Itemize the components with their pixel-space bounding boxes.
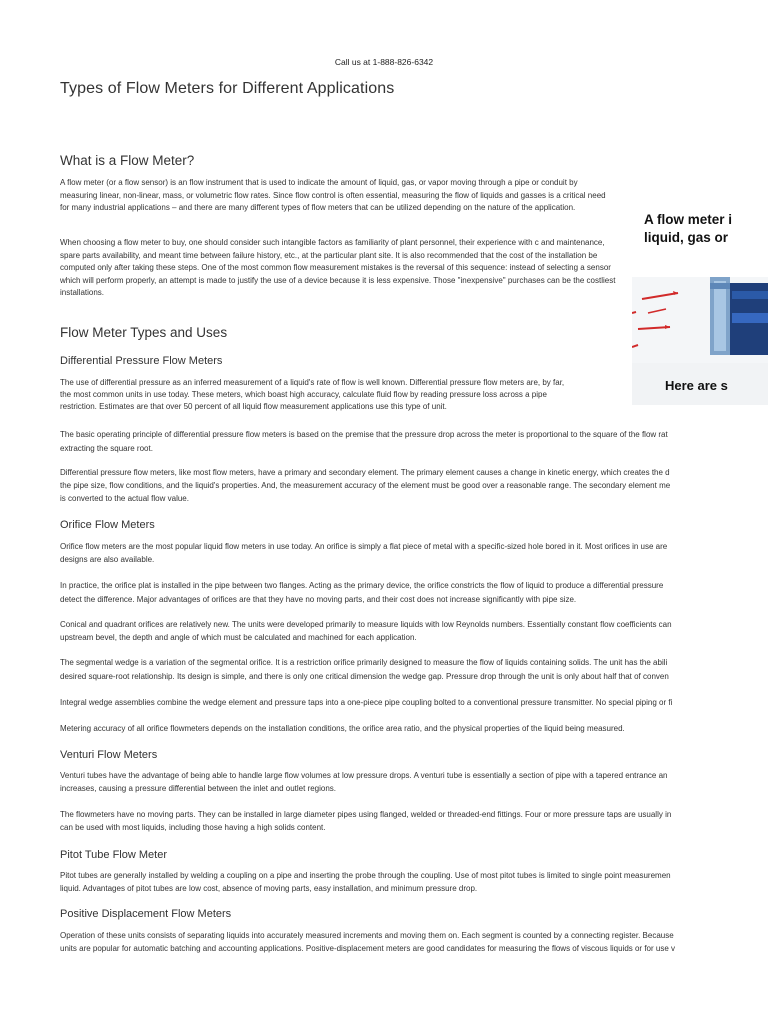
dp-paragraph-3-line-1: Differential pressure flow meters, like most flow meters, have a primary and secondary element. The primary element causes a change in kinetic energy, which creates the d	[60, 468, 670, 477]
orifice-paragraph-1-line-1: Orifice flow meters are the most popular liquid flow meters in use today. An orifice is simply a flat piece of metal with a specific-sized hole bored in it. Most orifices in use are	[60, 542, 668, 551]
venturi-paragraph-1-line-1: Venturi tubes have the advantage of being able to handle large flow volumes at low pressure drops. A venturi tube is essentially a section of pipe with a tapered entrance an	[60, 771, 668, 780]
flow-meter-infographic	[632, 197, 768, 405]
infographic-title-line-1: A flow meter i	[644, 212, 733, 227]
section-heading-what-is: What is a Flow Meter?	[60, 153, 195, 168]
dp-paragraph-1-line-1: The use of differential pressure as an inferred measurement of a liquid's rate of flow is well known. Differential pressure flow meters are, by far,	[60, 378, 565, 387]
section-heading-types: Flow Meter Types and Uses	[60, 325, 228, 340]
dp-paragraph-1-line-2: the most common units in use today. These meters, which boast high accuracy, calculate fluid flow by reading pressure loss across a pipe	[60, 390, 547, 399]
venturi-paragraph-2-line-2: can be used with most liquids, including those having a high solids content.	[60, 823, 326, 832]
orifice-paragraph-2-line-2: detect the difference. Major advantages of orifices are that they have no moving parts, and their cost does not increase significantly with pipe size.	[60, 595, 577, 604]
dp-paragraph-1-line-3: restriction. Estimates are that over 50 percent of all liquid flow measurement applications use this type of unit.	[60, 402, 447, 411]
orifice-paragraph-3-line-2: upstream bevel, the depth and angle of which must be calculated and machined for each application.	[60, 633, 417, 642]
subheading-pitot: Pitot Tube Flow Meter	[60, 849, 167, 861]
orifice-paragraph-6: Metering accuracy of all orifice flowmeters depends on the installation conditions, the orifice area ratio, and the physical properties of the liquid being measured.	[60, 724, 625, 733]
what-paragraph-2: When choosing a flow meter to buy, one should consider such intangible factors as familiarity of plant personnel, their experience with c and maintenance, spare parts availability, and meant time between failure history, etc., at the particular plant site. It is also recommended that the cost of the installation be computed only after taking these steps. One of the most common flow measurement mistakes is the reversal of this sequence: instead of selecting a sensor which will perform properly, an attempt is made to justify the use of a device because it is less expensive. Those "inexpensive" purchases can be the costliest installations.	[60, 238, 616, 297]
what-paragraph-1: A flow meter (or a flow sensor) is an flow instrument that is used to indicate the amount of liquid, gas, or vapor moving through a pipe or conduit by measuring linear, non-linear, mass, or volumetric flow rates. Since flow control is often essential, measuring the flow of liquids and gasses is a critical need for many industrial applications – and there are many different types of flow meters that can be utilized depending on the nature of the application.	[60, 178, 606, 212]
dp-paragraph-2-line-1: The basic operating principle of differential pressure flow meters is based on the premise that the pressure drop across the meter is proportional to the square of the flow rat	[60, 430, 668, 439]
infographic-title-line-2: liquid, gas or	[644, 230, 729, 245]
call-us-text[interactable]: Call us at 1-888-826-6342	[334, 57, 434, 67]
venturi-paragraph-2-line-1: The flowmeters have no moving parts. They can be installed in large diameter pipes using flanged, welded or threaded-end fittings. Four or more pressure taps are usually in	[60, 810, 672, 819]
pd-paragraph-1-line-1: Operation of these units consists of separating liquids into accurately measured increments and moving them on. Each segment is counted by a connecting register. Because	[60, 931, 674, 940]
flow-meter-illustration	[632, 277, 768, 367]
pitot-paragraph-1-line-2: liquid. Advantages of pitot tubes are low cost, absence of moving parts, easy installation, and minimum pressure drop.	[60, 884, 478, 893]
subheading-positive-displacement: Positive Displacement Flow Meters	[60, 908, 232, 920]
page-title: Types of Flow Meters for Different Applications	[60, 80, 395, 97]
orifice-paragraph-4-line-1: The segmental wedge is a variation of the segmental orifice. It is a restriction orifice primarily designed to measure the flow of liquids containing solids. The unit has the abili	[60, 658, 668, 667]
infographic-title	[644, 211, 768, 247]
orifice-paragraph-2-line-1: In practice, the orifice plat is installed in the pipe between two flanges. Acting as the primary device, the orifice constricts the flow of liquid to produce a differential pressure	[60, 581, 664, 590]
orifice-paragraph-5: Integral wedge assemblies combine the wedge element and pressure taps into a one-piece pipe coupling bolted to a conventional pressure transmitter. No special piping or fi	[60, 698, 673, 707]
subheading-venturi: Venturi Flow Meters	[60, 749, 158, 761]
orifice-paragraph-3-line-1: Conical and quadrant orifices are relatively new. The units were developed primarily to measure liquids with low Reynolds numbers. Essentially constant flow coefficients can	[60, 620, 672, 629]
orifice-paragraph-1-line-2: designs are also available.	[60, 555, 155, 564]
pd-paragraph-1-line-2: units are popular for automatic batching and accounting applications. Positive-displacement meters are good candidates for measuring the flows of viscous liquids or for use v	[60, 944, 675, 953]
dp-paragraph-3-line-3: is converted to the actual flow value.	[60, 494, 189, 503]
venturi-paragraph-1-line-2: increases, causing a pressure differential between the inlet and outlet regions.	[60, 784, 337, 793]
subheading-orifice: Orifice Flow Meters	[60, 519, 155, 531]
dp-paragraph-3-line-2: the pipe size, flow conditions, and the liquid's properties. And, the measurement accuracy of the element must be good over a reasonable range. The secondary element me	[60, 481, 671, 490]
infographic-footer-text: Here are s	[665, 378, 728, 393]
subheading-differential-pressure: Differential Pressure Flow Meters	[60, 355, 223, 367]
dp-paragraph-2-line-2: extracting the square root.	[60, 444, 153, 453]
orifice-paragraph-4-line-2: desired square-root relationship. Its design is simple, and there is only one critical dimension the wedge gap. Pressure drop through the unit is only about half that of conven	[60, 672, 669, 681]
pitot-paragraph-1-line-1: Pitot tubes are generally installed by welding a coupling on a pipe and inserting the probe through the coupling. Use of most pitot tubes is limited to single point measuremen	[60, 871, 671, 880]
